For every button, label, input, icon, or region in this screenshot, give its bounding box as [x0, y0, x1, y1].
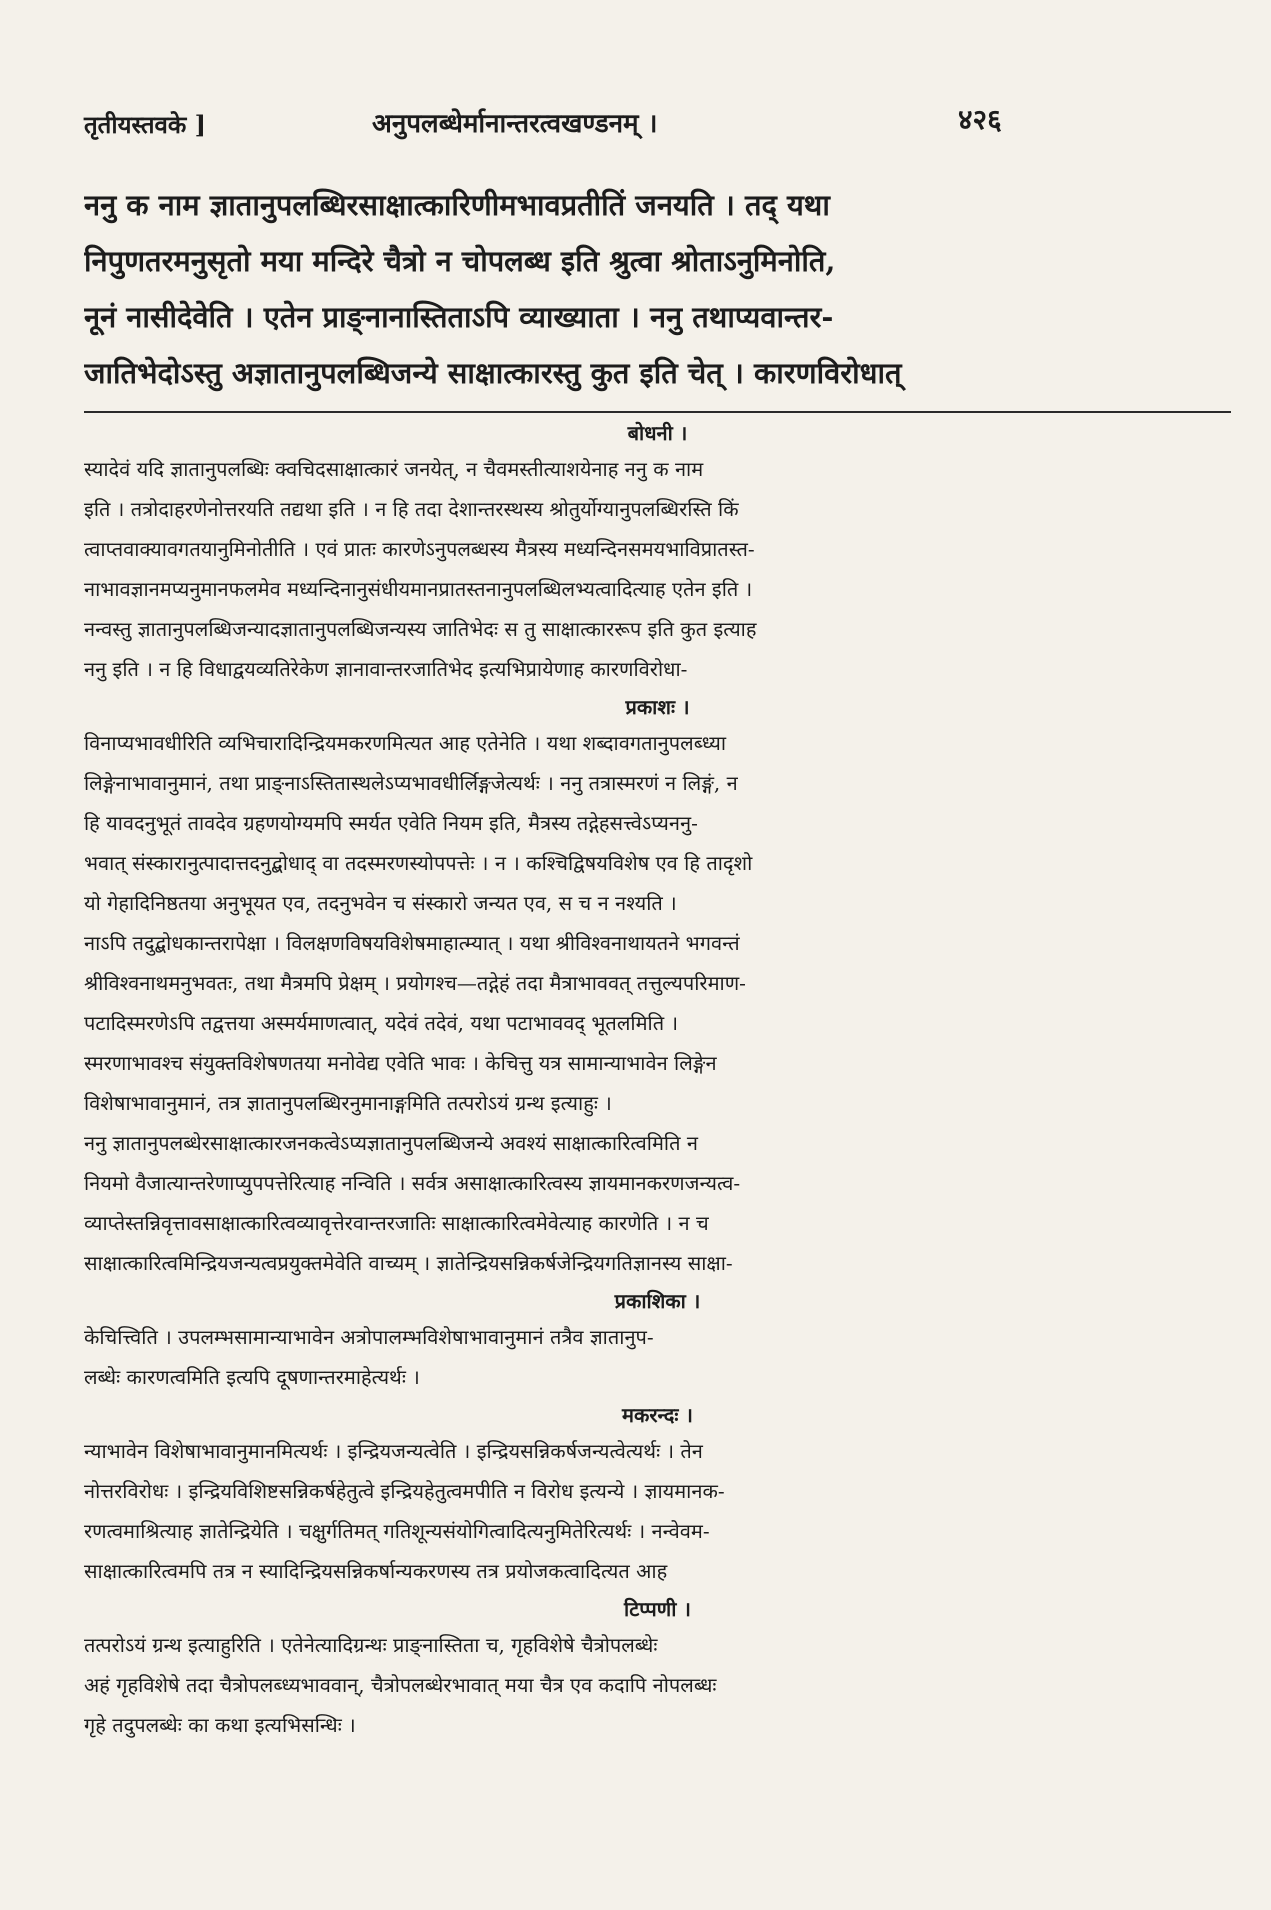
- commentary-line: ननु इति । न हि विधाद्वयव्यतिरेकेण ज्ञानावान्तरजातिभेद इत्यभिप्रायेणाह कारणविरोधा-: [84, 657, 688, 681]
- commentary-line: न्याभावेन विशेषाभावानुमानमित्यर्थः । इन्द्रियजन्यत्वेति । इन्द्रियसन्निकर्षजन्यत्वेत्यर्थः । तेन: [84, 1439, 703, 1463]
- separator-rule: [84, 411, 1231, 413]
- commentary-title: टिप्पणी ।: [624, 1597, 691, 1621]
- commentary-line: यो गेहादिनिष्ठतया अनुभूयत एव, तदनुभवेन च संस्कारो जन्यत एव, स च न नश्यति ।: [84, 891, 677, 915]
- commentary-title: प्रकाशिका ।: [614, 1289, 701, 1313]
- commentary-line: साक्षात्कारित्वमिन्द्रियजन्यत्वप्रयुक्तमेवेति वाच्यम् । ज्ञातेन्द्रियसन्निकर्षजेन्द्रियगतिज्ञानस्य साक्षा-: [84, 1251, 733, 1275]
- commentary-line: नियमो वैजात्यान्तरेणाप्युपपत्तेरित्याह नन्विति । सर्वत्र असाक्षात्कारित्वस्य ज्ञायमानकरणजन्यत्व-: [84, 1171, 741, 1195]
- commentary-line: केचित्त्विति । उपलम्भसामान्याभावेन अत्रोपालम्भविशेषाभावानुमानं तत्रैव ज्ञातानुप-: [84, 1325, 654, 1349]
- commentary-line: व्याप्तेस्तन्निवृत्तावसाक्षात्कारित्वव्यावृत्तेरवान्तरजातिः साक्षात्कारित्वमेवेत्याह कारणेति । न च: [84, 1211, 709, 1235]
- commentary-line: नन्वस्तु ज्ञातानुपलब्धिजन्यादज्ञातानुपलब्धिजन्यस्य जातिभेदः स तु साक्षात्काररूप इति कुत इत्याह: [84, 617, 757, 641]
- commentary-bodhani: [84, 417, 1231, 689]
- commentary-title: प्रकाशः ।: [625, 695, 690, 719]
- main-text-line: नूनं नासीदेवेति । एतेन प्राङ्नानास्तिताऽपि व्याख्याता । ननु तथाप्यवान्तर-: [84, 300, 834, 334]
- commentary-line: तत्परोऽयं ग्रन्थ इत्याहुरिति । एतेनेत्यादिग्रन्थः प्राङ्नास्तिता च, गृहविशेषे चैत्रोपलब्धेः: [84, 1633, 658, 1657]
- commentary-line: गृहे तदुपलब्धेः का कथा इत्यभिसन्धिः ।: [84, 1713, 356, 1737]
- main-text: [84, 177, 1231, 401]
- commentary-line: हि यावदनुभूतं तावदेव ग्रहणयोग्यमपि स्मर्यत एवेति नियम इति, मैत्रस्य तद्गेहसत्त्वेऽप्यननु-: [84, 811, 698, 835]
- commentary-line: नोत्तरविरोधः । इन्द्रियविशिष्टसन्निकर्षहेतुत्वे इन्द्रियहेतुत्वमपीति न विरोध इत्यन्ये । ज्ञायमानक-: [84, 1479, 725, 1503]
- commentary-tippani: [84, 1593, 1231, 1745]
- commentary-line: लिङ्गेनाभावानुमानं, तथा प्राङ्नाऽस्तितास्थलेऽप्यभावधीर्लिङ्गजेत्यर्थः । ननु तत्रास्मरणं न लिङ्गं, न: [84, 771, 738, 795]
- main-text-line: निपुणतरमनुसृतो मया मन्दिरे चैत्रो न चोपलब्ध इति श्रुत्वा श्रोताऽनुमिनोति,: [84, 244, 836, 278]
- section-label: तृतीयस्तवके ]: [84, 110, 206, 139]
- commentary-line: भवात् संस्कारानुत्पादात्तदनुद्बोधाद् वा तदस्मरणस्योपपत्तेः । न । कश्चिद्विषयविशेष एव हि तादृशो: [84, 851, 753, 875]
- commentary-line: साक्षात्कारित्वमपि तत्र न स्यादिन्द्रियसन्निकर्षान्यकरणस्य तत्र प्रयोजकत्वादित्यत आह: [84, 1559, 668, 1583]
- commentary-line: अहं गृहविशेषे तदा चैत्रोपलब्ध्यभाववान्, चैत्रोपलब्धेरभावात् मया चैत्र एव कदापि नोपलब्धः: [84, 1673, 717, 1697]
- commentary-line: लब्धेः कारणत्वमिति इत्यपि दूषणान्तरमाहेत्यर्थः ।: [84, 1365, 420, 1389]
- commentary-title: मकरन्दः ।: [622, 1403, 693, 1427]
- commentary-line: त्वाप्तवाक्यावगतयानुमिनोतीति । एवं प्रातः कारणेऽनुपलब्धस्य मैत्रस्य मध्यन्दिनसमयभाविप्रातस्त-: [84, 537, 755, 561]
- commentary-line: श्रीविश्वनाथमनुभवतः, तथा मैत्रमपि प्रेक्षम् । प्रयोगश्च—तद्गेहं तदा मैत्राभाववत् तत्तुल्यपरिमाण-: [84, 971, 746, 995]
- commentary-line: इति । तत्रोदाहरणेनोत्तरयति तद्यथा इति । न हि तदा देशान्तरस्थस्य श्रोतुर्योग्यानुपलब्धिरस्ति किं: [84, 497, 739, 521]
- commentary-prakashika: [84, 1285, 1231, 1397]
- commentary-line: विशेषाभावानुमानं, तत्र ज्ञातानुपलब्धिरनुमानाङ्गमिति तत्परोऽयं ग्रन्थ इत्याहुः ।: [84, 1091, 612, 1115]
- commentary-title: बोधनी ।: [627, 421, 688, 445]
- main-text-line: ननु क नाम ज्ञातानुपलब्धिरसाक्षात्कारिणीमभावप्रतीतिं जनयति । तद् यथा: [84, 188, 830, 222]
- main-text-line: जातिभेदोऽस्तु अज्ञातानुपलब्धिजन्ये साक्षात्कारस्तु कुत इति चेत् । कारणविरोधात्: [84, 356, 902, 390]
- commentary-line: स्मरणाभावश्च संयुक्तविशेषणतया मनोवेद्य एवेति भावः । केचित्तु यत्र सामान्याभावेन लिङ्गेन: [84, 1051, 717, 1075]
- commentary-makaranda: [84, 1399, 1231, 1591]
- commentary-line: ननु ज्ञातानुपलब्धेरसाक्षात्कारजनकत्वेऽप्यज्ञातानुपलब्धिजन्ये अवश्यं साक्षात्कारित्वमिति न: [84, 1131, 698, 1155]
- commentary-line: रणत्वमाश्रित्याह ज्ञातेन्द्रियेति । चक्षुर्गतिमत् गतिशून्यसंयोगित्वादित्यनुमितेरित्यर्थः । नन्वेवम-: [84, 1519, 710, 1543]
- running-title: अनुपलब्धेर्मानान्तरत्वखण्डनम् ।: [372, 109, 658, 139]
- commentary-line: पटादिस्मरणेऽपि तद्वत्तया अस्मर्यमाणत्वात्, यदेवं तदेवं, यथा पटाभाववद् भूतलमिति ।: [84, 1011, 679, 1035]
- commentary-prakasha: [84, 691, 1231, 1283]
- page-header: [84, 103, 1231, 141]
- commentary-line: नाऽपि तदुद्बोधकान्तरापेक्षा । विलक्षणविषयविशेषमाहात्म्यात् । यथा श्रीविश्वनाथायतने भगवन्तं: [84, 931, 740, 955]
- commentary-line: विनाप्यभावधीरिति व्यभिचारादिन्द्रियमकरणमित्यत आह एतेनेति । यथा शब्दावगतानुपलब्ध्या: [84, 731, 727, 755]
- commentary-line: नाभावज्ञानमप्यनुमानफलमेव मध्यन्दिनानुसंधीयमानप्रातस्तनानुपलब्धिलभ्यत्वादित्याह एतेन इति ।: [84, 577, 753, 601]
- commentary-line: स्यादेवं यदि ज्ञातानुपलब्धिः क्वचिदसाक्षात्कारं जनयेत्, न चैवमस्तीत्याशयेनाह ननु क नाम: [84, 457, 704, 481]
- page-number: ४२६: [958, 103, 1002, 136]
